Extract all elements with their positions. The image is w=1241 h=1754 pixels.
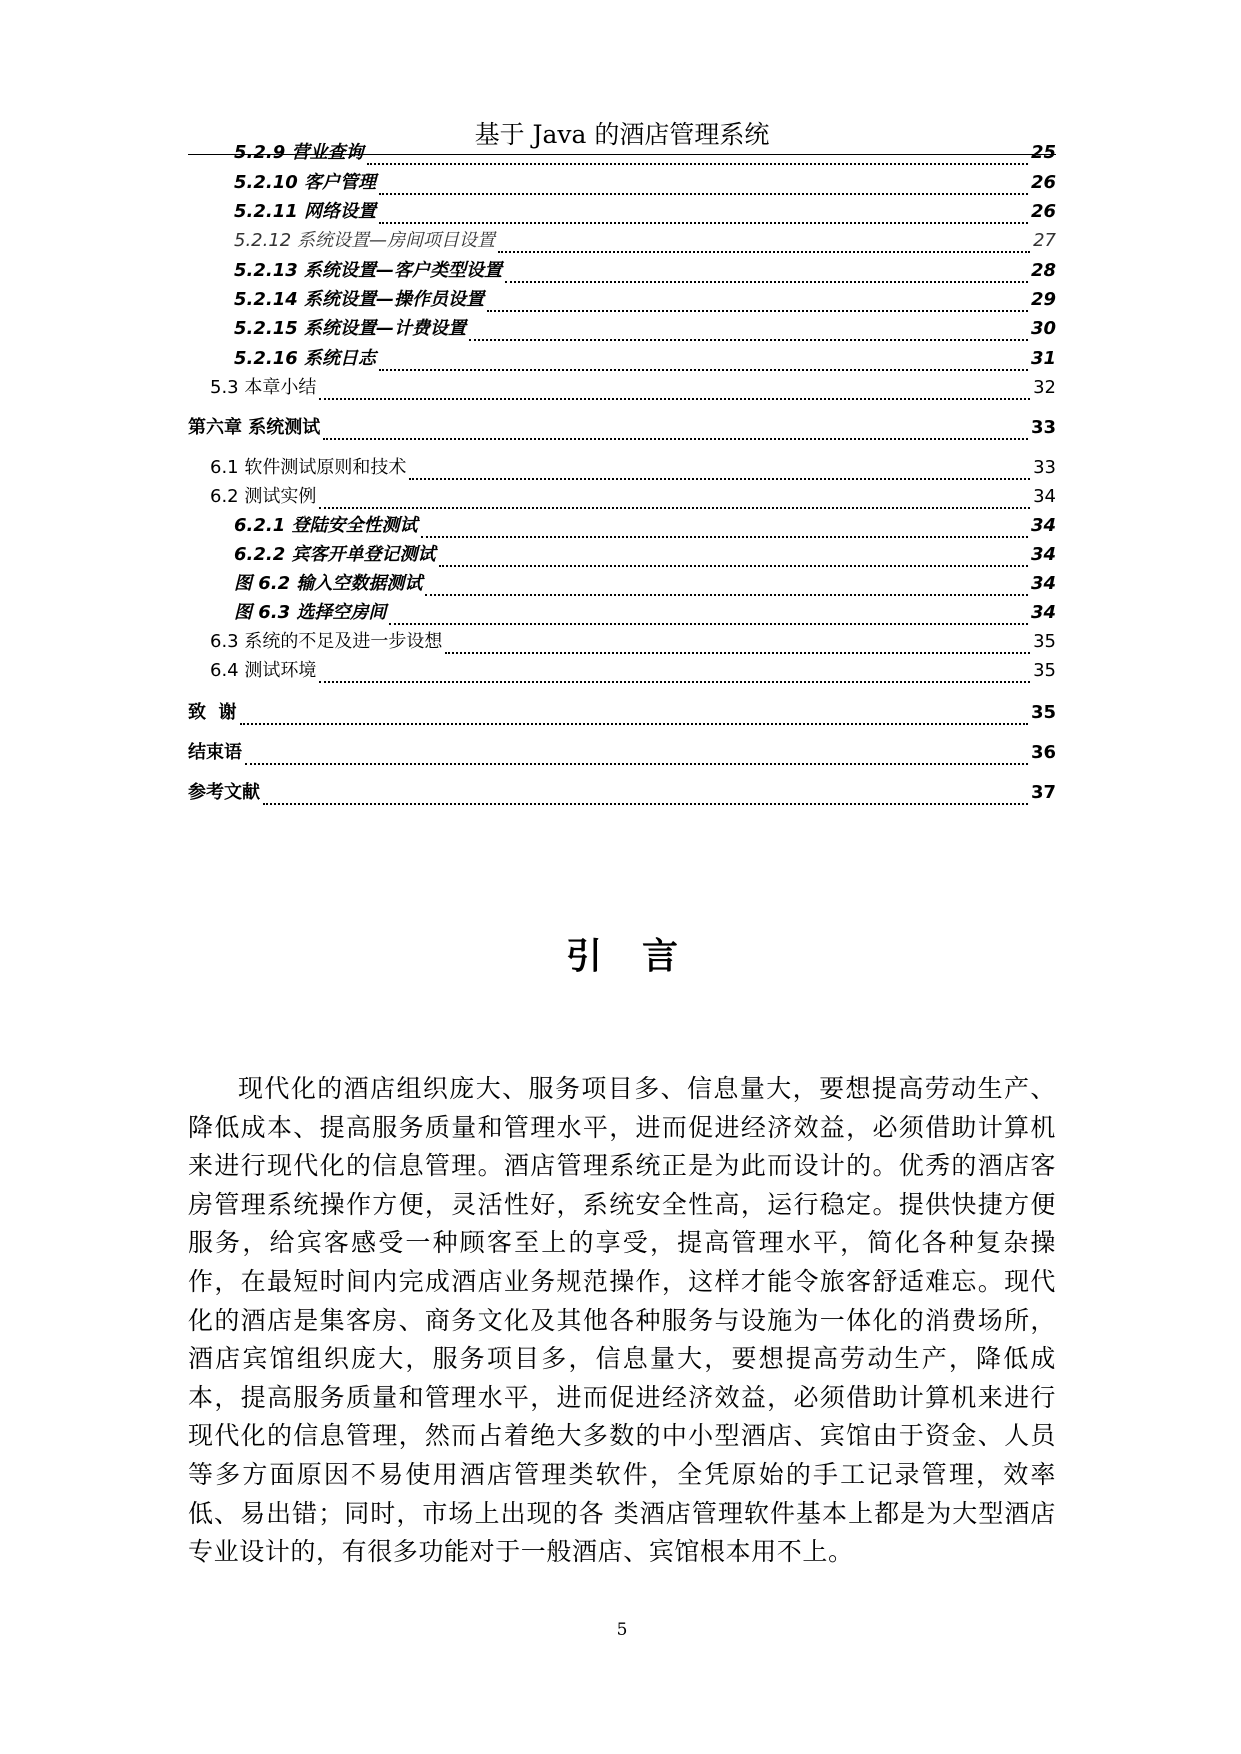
toc-entry[interactable] xyxy=(188,482,1056,512)
toc-entry-label: 6.3 系统的不足及进一步设想 xyxy=(210,631,443,652)
toc-entry-page: 26 xyxy=(1030,201,1056,222)
toc-entry-page: 25 xyxy=(1030,142,1056,163)
dot-leader xyxy=(245,749,1028,765)
dot-leader xyxy=(439,551,1028,567)
toc-entry-page: 37 xyxy=(1030,782,1056,803)
toc-entry-page: 35 xyxy=(1033,660,1056,681)
dot-leader xyxy=(379,355,1028,371)
toc-entry-page: 35 xyxy=(1033,631,1056,652)
toc-entry[interactable] xyxy=(188,511,1056,541)
dot-leader xyxy=(409,464,1030,480)
toc-entry-page: 34 xyxy=(1030,515,1056,536)
toc-entry-page: 34 xyxy=(1033,486,1056,507)
toc-entry-label: 5.2.14 系统设置—操作员设置 xyxy=(234,289,485,310)
toc-entry[interactable] xyxy=(188,569,1056,599)
toc-entry-label: 6.2.2 宾客开单登记测试 xyxy=(234,544,436,565)
toc-entry[interactable] xyxy=(188,197,1056,227)
dot-leader xyxy=(498,237,1030,253)
toc-entry-page: 32 xyxy=(1033,377,1056,398)
toc-entry-page: 27 xyxy=(1033,230,1056,251)
toc-entry[interactable] xyxy=(188,627,1056,657)
toc-entry-label: 6.2.1 登陆安全性测试 xyxy=(234,515,418,536)
dot-leader xyxy=(240,709,1028,725)
toc-entry-label: 5.2.13 系统设置—客户类型设置 xyxy=(234,260,503,281)
toc-entry-page: 29 xyxy=(1030,289,1056,310)
dot-leader xyxy=(505,267,1028,283)
dot-leader xyxy=(379,208,1028,224)
toc-entry-page: 33 xyxy=(1033,457,1056,478)
toc-entry-label: 5.2.10 客户管理 xyxy=(234,172,377,193)
dot-leader xyxy=(263,789,1028,805)
toc-entry[interactable] xyxy=(188,285,1056,315)
dot-leader xyxy=(319,493,1030,509)
toc-entry-page: 34 xyxy=(1030,573,1056,594)
body-paragraph: 现代化的酒店组织庞大、服务项目多、信息量大，要想提高劳动生产、降低成本、提高服务质量和管理水平，进而促进经济效益，必须借助计算机来进行现代化的信息管理。酒店管理系统正是为此而设计的。优秀的酒店客房管理系统操作方便，灵活性好，系统安全性高，运行稳定。提供快捷方便服务，给宾客感受一种顾客至上的享受，提高管理水平，简化各种复杂操作，在最短时间内完成酒店业务规范操作，这样才能令旅客舒适难忘。现代化的酒店是集客房、商务文化及其他各种服务与设施为一体化的消费场所，酒店宾馆组织庞大，服务项目多，信息量大，要想提高劳动生产，降低成本，提高服务质量和管理水平，进而促进经济效益，必须借助计算机来进行现代化的信息管理，然而占着绝大多数的中小型酒店、宾馆由于资金、人员等多方面原因不易使用酒店管理类软件，全凭原始的手工记录管理，效率低、易出错；同时，市场上出现的各 类酒店管理软件基本上都是为大型酒店专业设计的，有很多功能对于一般酒店、宾馆根本用不上。 xyxy=(188,1074,1056,1567)
toc-entry[interactable] xyxy=(188,413,1056,443)
toc-entry-label: 参考文献 xyxy=(188,782,260,803)
toc-entry-label: 5.2.9 营业查询 xyxy=(234,142,364,163)
toc-entry-label: 第六章 系统测试 xyxy=(188,417,321,438)
toc-entry[interactable] xyxy=(188,778,1056,808)
toc-entry-label: 5.2.11 网络设置 xyxy=(234,201,377,222)
toc-entry-page: 33 xyxy=(1030,417,1056,438)
toc-entry[interactable] xyxy=(188,598,1056,628)
dot-leader xyxy=(319,384,1030,400)
toc-entry[interactable] xyxy=(188,226,1056,256)
toc-entry[interactable] xyxy=(188,656,1056,686)
toc-entry-page: 30 xyxy=(1030,318,1056,339)
toc-entry[interactable] xyxy=(188,314,1056,344)
toc-entry-label: 结束语 xyxy=(188,742,242,763)
toc-entry[interactable] xyxy=(188,373,1056,403)
dot-leader xyxy=(323,424,1028,440)
toc-entry-label: 5.2.12 系统设置—房间项目设置 xyxy=(234,230,495,251)
toc-entry-page: 26 xyxy=(1030,172,1056,193)
dot-leader xyxy=(379,179,1028,195)
section-title: 引言 xyxy=(565,936,718,977)
dot-leader xyxy=(425,580,1028,596)
dot-leader xyxy=(319,667,1030,683)
toc-entry-page: 34 xyxy=(1030,602,1056,623)
running-header: 基于 Java 的酒店管理系统 xyxy=(474,120,770,149)
dot-leader xyxy=(487,296,1028,312)
dot-leader xyxy=(469,325,1028,341)
toc-entry-label: 6.1 软件测试原则和技术 xyxy=(210,457,407,478)
toc-entry-page: 36 xyxy=(1030,742,1056,763)
toc-entry-label: 5.2.15 系统设置—计费设置 xyxy=(234,318,467,339)
toc-entry-label: 致 谢 xyxy=(188,702,237,723)
toc-entry-label: 5.2.16 系统日志 xyxy=(234,348,377,369)
dot-leader xyxy=(421,522,1028,538)
toc-entry[interactable] xyxy=(188,168,1056,198)
page-number: 5 xyxy=(616,1620,628,1640)
toc-entry[interactable] xyxy=(188,256,1056,286)
toc-entry-page: 31 xyxy=(1030,348,1056,369)
toc-entry[interactable] xyxy=(188,344,1056,374)
toc-entry-label: 图 6.3 选择空房间 xyxy=(234,602,387,623)
toc-entry[interactable] xyxy=(188,138,1056,168)
toc-entry-label: 5.3 本章小结 xyxy=(210,377,317,398)
toc-entry-page: 35 xyxy=(1030,702,1056,723)
toc-entry[interactable] xyxy=(188,453,1056,483)
toc-entry[interactable] xyxy=(188,738,1056,768)
dot-leader xyxy=(367,149,1028,165)
toc-entry-page: 28 xyxy=(1030,260,1056,281)
dot-leader xyxy=(445,638,1030,654)
dot-leader xyxy=(389,609,1028,625)
toc-entry-label: 6.2 测试实例 xyxy=(210,486,317,507)
toc-entry-label: 6.4 测试环境 xyxy=(210,660,317,681)
toc-entry[interactable] xyxy=(188,698,1056,728)
toc-entry-label: 图 6.2 输入空数据测试 xyxy=(234,573,423,594)
toc-entry-page: 34 xyxy=(1030,544,1056,565)
toc-entry[interactable] xyxy=(188,540,1056,570)
